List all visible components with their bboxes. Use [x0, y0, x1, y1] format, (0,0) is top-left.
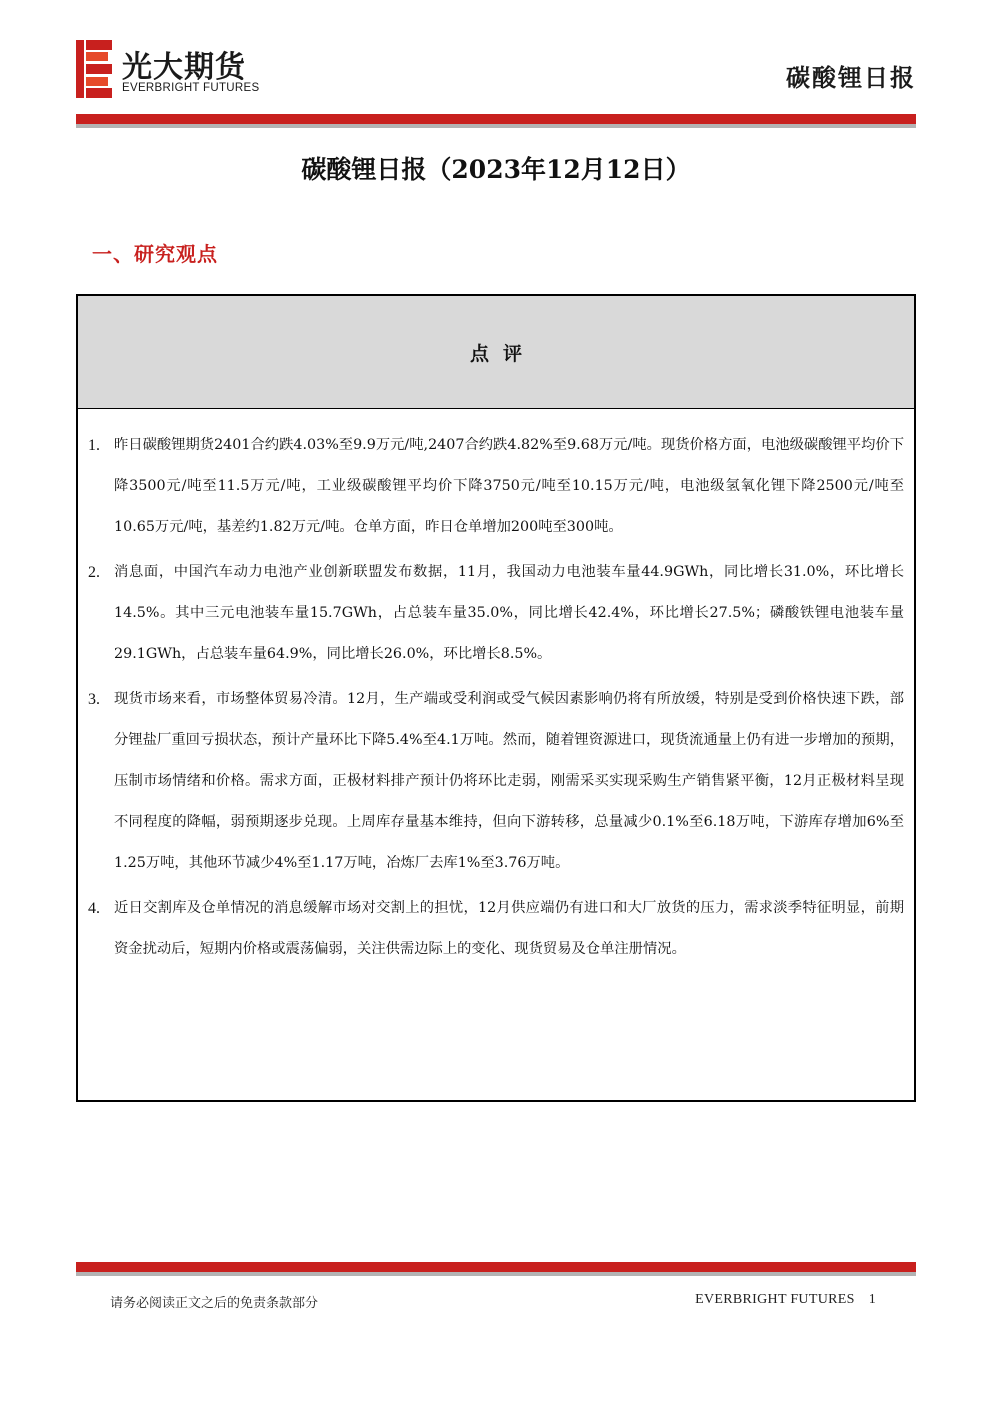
list-item	[86, 552, 904, 675]
review-list	[78, 409, 914, 970]
report-name: 碳酸锂日报	[786, 64, 916, 92]
list-item	[86, 888, 904, 970]
header-divider	[76, 114, 916, 128]
company-logo	[76, 40, 296, 100]
item-text: 近日交割库及仓单情况的消息缓解市场对交割上的担忧，12月供应端仍有进口和大厂放货的压力，需求淡季特征明显，前期资金扰动后，短期内价格或震荡偏弱，关注供需边际上的变化、现货贸易及仓单注册情况。	[114, 900, 904, 957]
page-number: 1	[868, 1292, 876, 1307]
document-title: 碳酸锂日报（2023年12月12日）	[301, 155, 691, 184]
footer-disclaimer: 请务必阅读正文之后的免责条款部分	[110, 1296, 319, 1311]
footer-brand: EVERBRIGHT FUTURES	[695, 1292, 855, 1307]
item-text: 现货市场来看，市场整体贸易冷清。12月，生产端或受利润或受气候因素影响仍将有所放缓，特别是受到价格快速下跌，部分锂盐厂重回亏损状态，预计产量环比下降5.4%至4.1万吨。然而，随着锂资源进口，现货流通量上仍有进一步增加的预期，压制市场情绪和价格。需求方面，正极材料排产预计仍将环比走弱，刚需采买实现采购生产销售紧平衡，12月正极材料呈现不同程度的降幅，弱预期逐步兑现。上周库存量基本维持，但向下游转移，总量减少0.1%至6.18万吨，下游库存增加6%至1.25万吨，其他环节减少4%至1.17万吨，冶炼厂去库1%至3.76万吨。	[114, 691, 904, 871]
item-number: 1.	[88, 437, 100, 454]
footer-divider	[76, 1262, 916, 1276]
list-item	[86, 679, 904, 884]
item-number: 4.	[88, 900, 100, 917]
item-text: 消息面，中国汽车动力电池产业创新联盟发布数据，11月，我国动力电池装车量44.9GWh，同比增长31.0%，环比增长14.5%。其中三元电池装车量15.7GWh，占总装车量35.0%，同比增长42.4%，环比增长27.5%；磷酸铁锂电池装车量29.1GWh，占总装车量64.9%，同比增长26.0%，环比增长8.5%。	[114, 564, 904, 662]
item-text: 昨日碳酸锂期货2401合约跌4.03%至9.9万元/吨,2407合约跌4.82%至9.68万元/吨。现货价格方面，电池级碳酸锂平均价下降3500元/吨至11.5万元/吨，工业级碳酸锂平均价下降3750元/吨至10.15万元/吨，电池级氢氧化锂下降2500元/吨至10.65万元/吨，基差约1.82万元/吨。仓单方面，昨日仓单增加200吨至300吨。	[114, 437, 904, 535]
logo-english-name: EVERBRIGHT FUTURES	[122, 82, 260, 94]
item-number: 3.	[88, 691, 100, 708]
list-item	[86, 425, 904, 548]
review-table-header	[78, 296, 914, 409]
logo-chinese-name: 光大期货	[122, 50, 246, 85]
footer-brand-area	[695, 1292, 876, 1308]
item-number: 2.	[88, 564, 100, 581]
review-table	[76, 294, 916, 1102]
everbright-logo-mark	[76, 40, 114, 98]
review-header-label: 点评	[469, 342, 536, 365]
section-heading: 一、研究观点	[92, 242, 218, 266]
